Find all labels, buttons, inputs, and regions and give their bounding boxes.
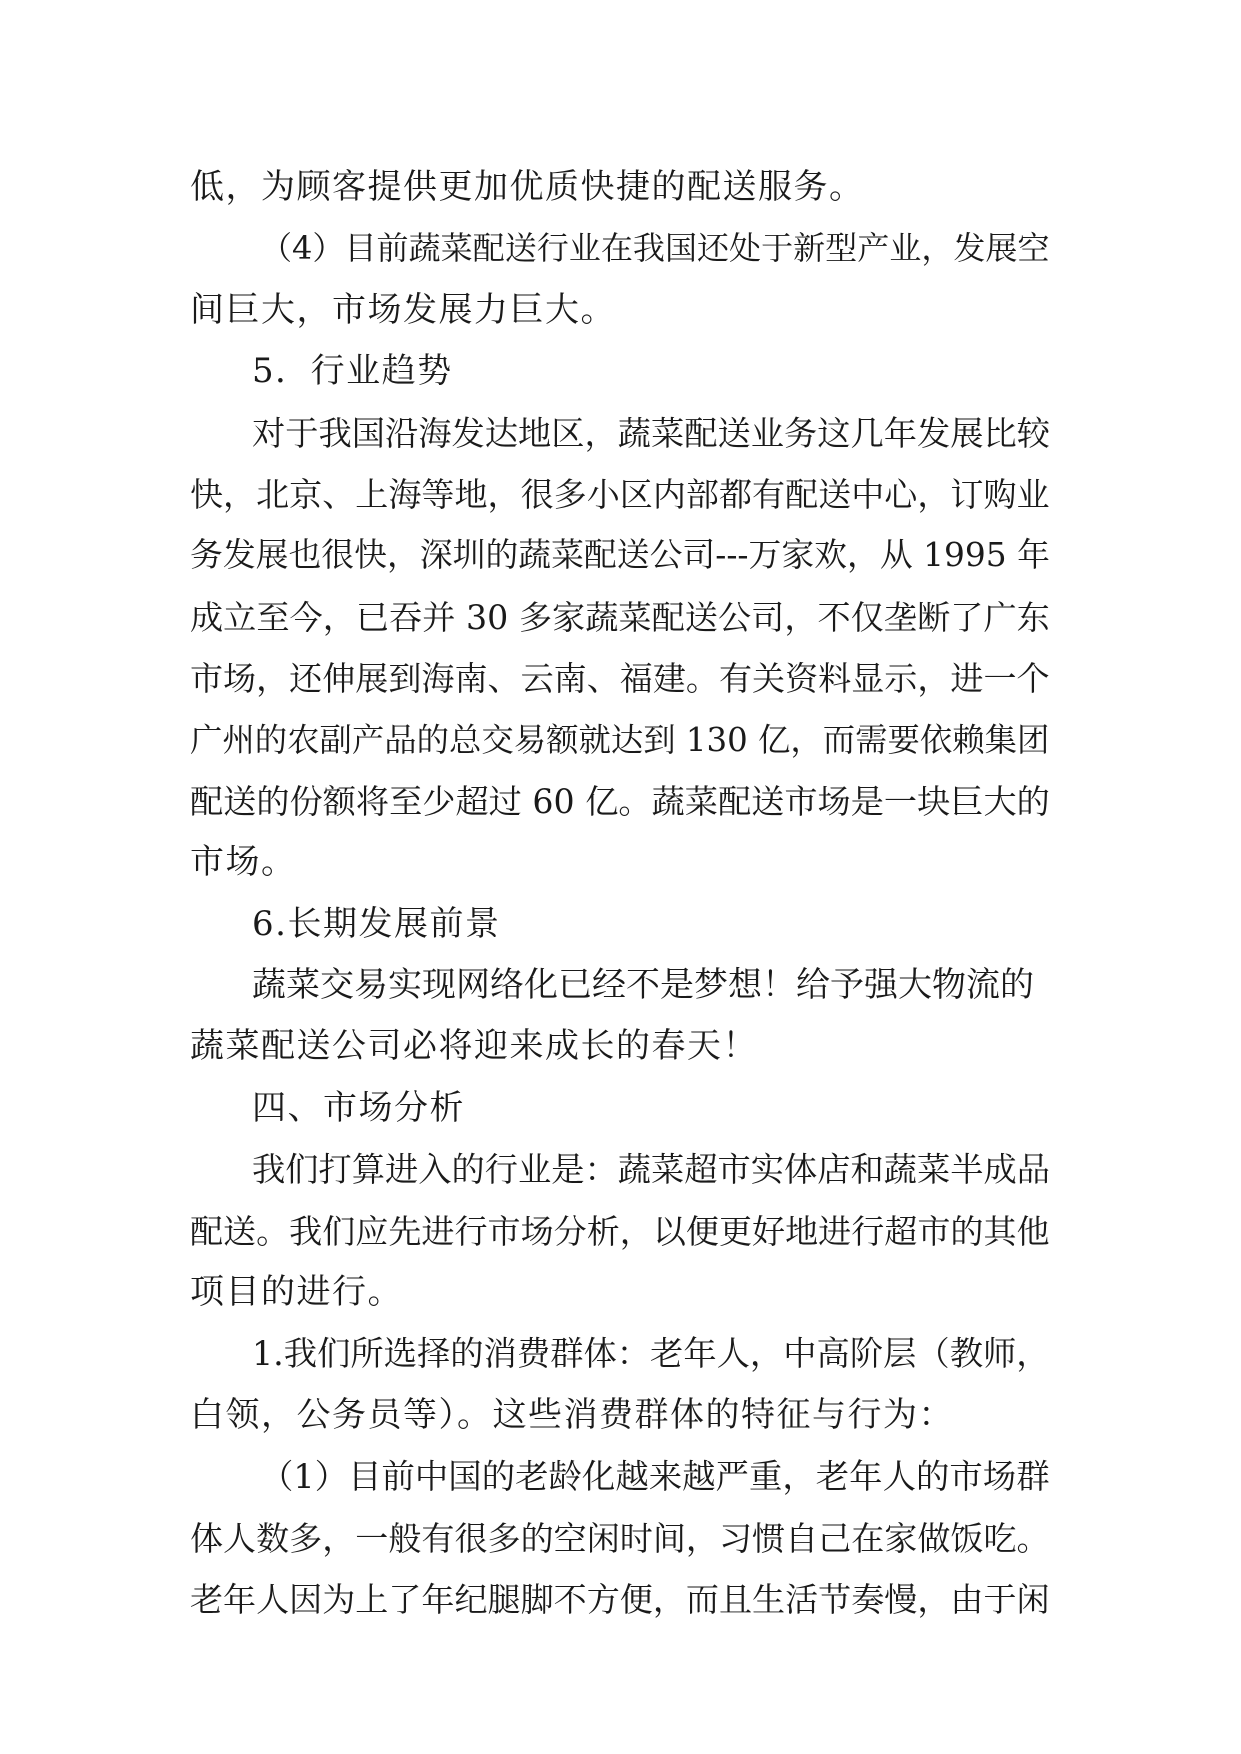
section-heading: 6.长期发展前景: [252, 903, 501, 944]
text-line: 快，北京、上海等地，很多小区内部都有配送中心，订购业: [190, 474, 1050, 514]
text-line: （1）目前中国的老龄化越来越严重，老年人的市场群: [260, 1457, 1050, 1497]
text-line: 市场，还伸展到海南、云南、福建。有关资料显示，进一个: [190, 659, 1050, 699]
body-text: [190, 157, 1050, 1630]
section-heading: 四、市场分析: [252, 1087, 465, 1128]
text-line: 低，为顾客提供更加优质快捷的配送服务。: [190, 167, 865, 207]
text-line: 蔬菜交易实现网络化已经不是梦想！给予强大物流的: [252, 965, 1034, 1006]
text-line: 务发展也很快，深圳的蔬菜配送公司---万家欢，从 1995 年: [190, 536, 1050, 575]
text-line: 市场。: [190, 842, 297, 883]
text-line: （4）目前蔬菜配送行业在我国还处于新型产业，发展空: [260, 229, 1050, 268]
text-line: 体人数多，一般有很多的空闲时间，习惯自己在家做饭吃。: [190, 1518, 1050, 1558]
text-line: 老年人因为上了年纪腿脚不方便，而且生活节奏慢，由于闲: [190, 1579, 1050, 1619]
text-line: 成立至今，已吞并 30 多家蔬菜配送公司，不仅垄断了广东: [190, 597, 1050, 637]
text-line: 间巨大，市场发展力巨大。: [190, 289, 616, 330]
text-line: 配送的份额将至少超过 60 亿。蔬菜配送市场是一块巨大的: [190, 781, 1050, 821]
text-line: 1.我们所选择的消费群体：老年人，中高阶层（教师，: [252, 1334, 1050, 1374]
text-line: 我们打算进入的行业是：蔬菜超市实体店和蔬菜半成品: [252, 1150, 1051, 1190]
text-line: 对于我国沿海发达地区，蔬菜配送业务这几年发展比较: [252, 413, 1051, 453]
text-line: 蔬菜配送公司必将迎来成长的春天！: [190, 1026, 758, 1067]
text-line: 广州的农副产品的总交易额就达到 130 亿，而需要依赖集团: [190, 720, 1050, 759]
text-line: 配送。我们应先进行市场分析，以便更好地进行超市的其他: [190, 1211, 1050, 1251]
section-heading: 5．行业趋势: [252, 351, 453, 392]
text-line: 白领，公务员等）。这些消费群体的特征与行为：: [190, 1394, 954, 1435]
text-line: 项目的进行。: [190, 1272, 403, 1313]
